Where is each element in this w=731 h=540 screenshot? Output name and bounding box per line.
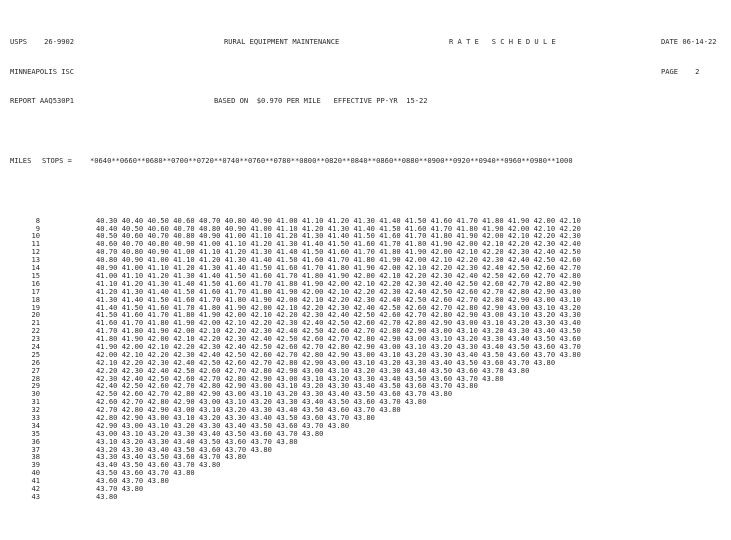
column-header <box>10 157 722 166</box>
miles-value: 31 <box>31 397 40 407</box>
schedule-title: R A T E S C H E D U L E <box>449 37 556 47</box>
rate-values: 42.30 42.40 42.50 42.60 42.70 42.80 42.90 43.00 43.10 43.20 43.30 43.40 43.50 43.60 43.70 43.80 <box>96 373 504 383</box>
rate-values: 41.80 41.90 42.00 42.10 42.20 42.30 42.40 42.50 42.60 42.70 42.80 42.90 43.00 43.10 43.20 43.30 43.40 43.50 43.60 <box>96 334 581 344</box>
site-name: MINNEAPOLIS ISC <box>10 66 75 76</box>
page-number: PAGE 2 <box>661 66 700 76</box>
miles-value: 15 <box>31 270 40 280</box>
rate-values: 43.00 43.10 43.20 43.30 43.40 43.50 43.60 43.70 43.80 <box>96 428 324 438</box>
rate-values: 43.40 43.50 43.60 43.70 43.80 <box>96 460 221 470</box>
rate-values: 41.00 41.10 41.20 41.30 41.40 41.50 41.60 41.70 41.80 41.90 42.00 42.10 42.20 42.30 42.40 42.50 42.60 42.70 42.80 <box>96 270 581 280</box>
report-id: REPORT AAQ530P1 <box>10 96 75 106</box>
miles-value: 39 <box>31 460 40 470</box>
rate-values: 41.10 41.20 41.30 41.40 41.50 41.60 41.70 41.80 41.90 42.00 42.10 42.20 42.30 42.40 42.50 42.60 42.70 42.80 42.90 <box>96 278 581 288</box>
miles-value: 23 <box>31 334 40 344</box>
miles-value: 14 <box>31 263 40 273</box>
rate-values: 43.60 43.70 43.80 <box>96 476 169 486</box>
rate-values: 41.30 41.40 41.50 41.60 41.70 41.80 41.90 42.00 42.10 42.20 42.30 42.40 42.50 42.60 42.70 42.80 42.90 43.00 43.10 <box>96 294 581 304</box>
rate-values: 43.80 <box>96 491 118 501</box>
rate-values: 40.60 40.70 40.80 40.90 41.00 41.10 41.20 41.30 41.40 41.50 41.60 41.70 41.80 41.90 42.00 42.10 42.20 42.30 42.40 <box>96 239 581 249</box>
miles-value: 10 <box>31 231 40 241</box>
rate-values: 40.80 40.90 41.00 41.10 41.20 41.30 41.40 41.50 41.60 41.70 41.80 41.90 42.00 42.10 42.20 42.30 42.40 42.50 42.60 <box>96 255 581 265</box>
rate-values: 43.10 43.20 43.30 43.40 43.50 43.60 43.70 43.80 <box>96 436 298 446</box>
miles-value: 12 <box>31 247 40 257</box>
rate-schedule-report <box>10 16 722 508</box>
rate-values: 42.60 42.70 42.80 42.90 43.00 43.10 43.20 43.30 43.40 43.50 43.60 43.70 43.80 <box>96 397 427 407</box>
header-line-2 <box>10 68 722 75</box>
miles-value: 17 <box>31 286 40 296</box>
miles-value: 18 <box>31 294 40 304</box>
miles-value: 21 <box>31 318 40 328</box>
rate-values: 42.70 42.80 42.90 43.00 43.10 43.20 43.30 43.40 43.50 43.60 43.70 43.80 <box>96 405 401 415</box>
miles-value: 40 <box>31 468 40 478</box>
rate-values: 41.90 42.00 42.10 42.20 42.30 42.40 42.50 42.60 42.70 42.80 42.90 43.00 43.10 43.20 43.30 43.40 43.50 43.60 43.70 <box>96 341 581 351</box>
miles-value: 20 <box>31 310 40 320</box>
report-title: RURAL EQUIPMENT MAINTENANCE <box>224 37 340 47</box>
miles-value: 33 <box>31 412 40 422</box>
rate-values: 42.00 42.10 42.20 42.30 42.40 42.50 42.60 42.70 42.80 42.90 43.00 43.10 43.20 43.30 43.40 43.50 43.60 43.70 43.80 <box>96 349 581 359</box>
miles-value: 22 <box>31 326 40 336</box>
rate-values: 43.50 43.60 43.70 43.80 <box>96 468 195 478</box>
miles-value: 42 <box>31 483 40 493</box>
rate-values: 42.10 42.20 42.30 42.40 42.50 42.60 42.70 42.80 42.90 43.00 43.10 43.20 43.30 43.40 43.50 43.60 43.70 43.80 <box>96 357 556 367</box>
rate-values: 40.30 40.40 40.50 40.60 40.70 40.80 40.90 41.00 41.10 41.20 41.30 41.40 41.50 41.60 41.70 41.80 41.90 42.00 42.10 <box>96 215 581 225</box>
miles-value: 36 <box>31 436 40 446</box>
miles-value: 34 <box>31 420 40 430</box>
rate-values: 43.20 43.30 43.40 43.50 43.60 43.70 43.80 <box>96 444 272 454</box>
miles-value: 30 <box>31 389 40 399</box>
miles-value: 26 <box>31 357 40 367</box>
rows-gap <box>10 188 722 194</box>
rate-values: 43.70 43.80 <box>96 483 144 493</box>
rate-values: 43.30 43.40 43.50 43.60 43.70 43.80 <box>96 452 247 462</box>
rate-values: 40.70 40.80 40.90 41.00 41.10 41.20 41.30 41.40 41.50 41.60 41.70 41.80 41.90 42.00 42.10 42.20 42.30 42.40 42.50 <box>96 247 581 257</box>
miles-label: MILES <box>10 156 32 166</box>
miles-value: 29 <box>31 381 40 391</box>
table-row <box>10 493 722 501</box>
rate-values: 40.90 41.00 41.10 41.20 41.30 41.40 41.50 41.60 41.70 41.80 41.90 42.00 42.10 42.20 42.30 42.40 42.50 42.60 42.70 <box>96 263 581 273</box>
rate-values: 42.20 42.30 42.40 42.50 42.60 42.70 42.80 42.90 43.00 43.10 43.20 43.30 43.40 43.50 43.60 43.70 43.80 <box>96 365 530 375</box>
miles-value: 32 <box>31 405 40 415</box>
rate-values: 41.70 41.80 41.90 42.00 42.10 42.20 42.30 42.40 42.50 42.60 42.70 42.80 42.90 43.00 43.10 43.20 43.30 43.40 43.50 <box>96 326 581 336</box>
miles-value: 27 <box>31 365 40 375</box>
miles-value: 19 <box>31 302 40 312</box>
header-line-3 <box>10 97 722 104</box>
agency-code: USPS 26-9902 <box>10 37 75 47</box>
miles-value: 38 <box>31 452 40 462</box>
rate-table <box>10 217 722 501</box>
rate-basis: BASED ON $0.970 PER MILE EFFECTIVE PP-YR 15-22 <box>214 96 428 106</box>
header-line-1 <box>10 38 722 45</box>
report-date: DATE 06-14-22 <box>661 37 717 47</box>
miles-value: 16 <box>31 278 40 288</box>
rate-values: 41.50 41.60 41.70 41.80 41.90 42.00 42.10 42.20 42.30 42.40 42.50 42.60 42.70 42.80 42.90 43.00 43.10 43.20 43.30 <box>96 310 581 320</box>
rate-values: 41.60 41.70 41.80 41.90 42.00 42.10 42.20 42.30 42.40 42.50 42.60 42.70 42.80 42.90 43.00 43.10 43.20 43.30 43.40 <box>96 318 581 328</box>
miles-value: 13 <box>31 255 40 265</box>
rate-values: 40.50 40.60 40.70 40.80 40.90 41.00 41.10 41.20 41.30 41.40 41.50 41.60 41.70 41.80 41.90 42.00 42.10 42.20 42.30 <box>96 231 581 241</box>
rate-values: 42.80 42.90 43.00 43.10 43.20 43.30 43.40 43.50 43.60 43.70 43.80 <box>96 412 375 422</box>
miles-value: 43 <box>31 491 40 501</box>
miles-value: 24 <box>31 341 40 351</box>
miles-value: 28 <box>31 373 40 383</box>
stops-values: *0640**0660**0680**0700**0720**0740**0760**0780**0800**0820**0840**0860**0880**0900**0920**0940**0960**0980**1000 <box>90 156 573 166</box>
header-spacer <box>10 127 722 135</box>
miles-value: 35 <box>31 428 40 438</box>
stops-label: STOPS = <box>42 156 72 166</box>
miles-value: 11 <box>31 239 40 249</box>
rate-values: 41.40 41.50 41.60 41.70 41.80 41.90 42.00 42.10 42.20 42.30 42.40 42.50 42.60 42.70 42.80 42.90 43.00 43.10 43.20 <box>96 302 581 312</box>
miles-value: 37 <box>31 444 40 454</box>
miles-value: 25 <box>31 349 40 359</box>
miles-value: 41 <box>31 476 40 486</box>
rate-values: 42.90 43.00 43.10 43.20 43.30 43.40 43.50 43.60 43.70 43.80 <box>96 420 350 430</box>
miles-value: 9 <box>35 223 40 233</box>
rate-values: 42.40 42.50 42.60 42.70 42.80 42.90 43.00 43.10 43.20 43.30 43.40 43.50 43.60 43.70 43.80 <box>96 381 478 391</box>
rate-values: 41.20 41.30 41.40 41.50 41.60 41.70 41.80 41.90 42.00 42.10 42.20 42.30 42.40 42.50 42.60 42.70 42.80 42.90 43.00 <box>96 286 581 296</box>
rate-values: 42.50 42.60 42.70 42.80 42.90 43.00 43.10 43.20 43.30 43.40 43.50 43.60 43.70 43.80 <box>96 389 453 399</box>
rate-values: 40.40 40.50 40.60 40.70 40.80 40.90 41.00 41.10 41.20 41.30 41.40 41.50 41.60 41.70 41.80 41.90 42.00 42.10 42.20 <box>96 223 581 233</box>
miles-value: 8 <box>35 215 40 225</box>
